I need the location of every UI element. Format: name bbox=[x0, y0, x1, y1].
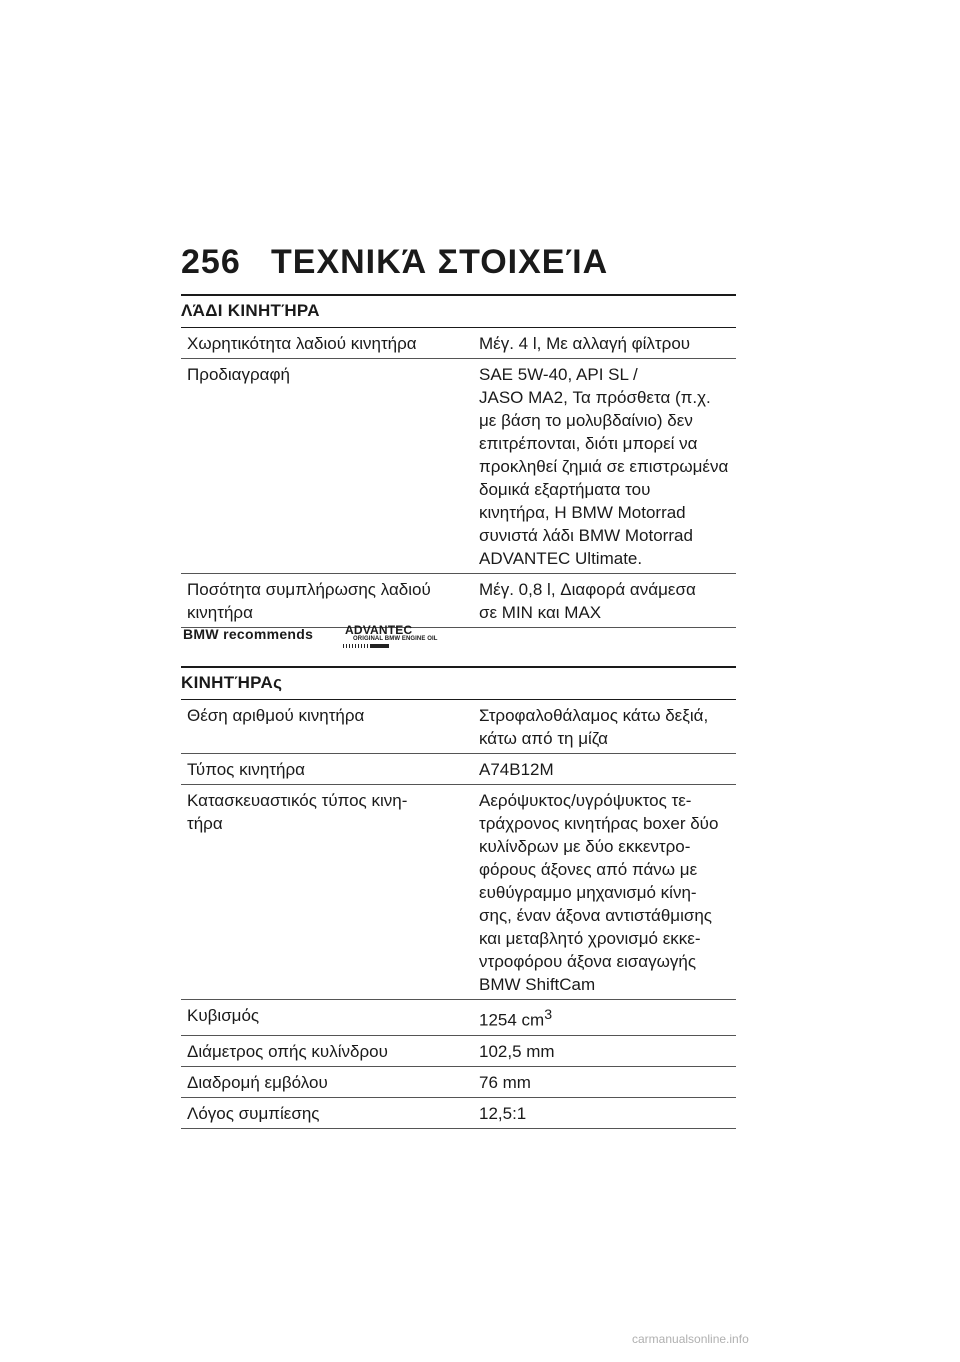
table-row bbox=[181, 359, 736, 574]
table-row bbox=[181, 1035, 736, 1066]
table-row bbox=[181, 1066, 736, 1097]
displacement-exponent: 3 bbox=[544, 1007, 553, 1023]
spec-label: Κατασκευαστικός τύπος κινη- τήρα bbox=[187, 791, 408, 833]
spec-value: 102,5 mm bbox=[479, 1041, 555, 1061]
spec-label: Ποσότητα συμπλήρωσης λαδιού κινητήρα bbox=[187, 580, 431, 622]
spec-label: Προδιαγραφή bbox=[187, 365, 290, 384]
table-row bbox=[181, 1097, 736, 1128]
spec-value bbox=[473, 1000, 736, 1036]
spec-value: A74B12M bbox=[479, 760, 554, 779]
spec-label: Διάμετρος οπής κυλίνδρου bbox=[187, 1041, 388, 1061]
spec-value: Αερόψυκτος/υγρόψυκτος τε- τράχρονος κινητήρας boxer δύο κυλίνδρων με δύο εκκεντρο- φόρους άξονες από πάνω με ευθύγραμμο μηχανισμό κίνη- σης, έναν άξονα αντιστάθμισης και μεταβλητό χρονισμό εκκε- ντροφόρου άξονα εισαγωγής BMW ShiftCam bbox=[479, 791, 719, 994]
logo-tagline: ORIGINAL BMW ENGINE OIL bbox=[353, 636, 438, 642]
logo-bar-icon bbox=[371, 644, 389, 648]
spec-value: Στροφαλοθάλαμος κάτω δεξιά, κάτω από τη μίζα bbox=[479, 706, 709, 748]
oil-section bbox=[181, 294, 736, 628]
chapter-title: ΤΕΧΝΙΚΆ ΣΤΟΙΧΕΊΑ bbox=[271, 243, 609, 281]
oil-section-title: ΛΆΔΙ ΚΙΝΗΤΉΡΑ bbox=[181, 294, 736, 328]
engine-spec-table bbox=[181, 700, 736, 1129]
table-row bbox=[181, 328, 736, 359]
table-row bbox=[181, 574, 736, 628]
table-row bbox=[181, 1000, 736, 1036]
table-row bbox=[181, 700, 736, 754]
displacement-value: 1254 cm bbox=[479, 1010, 545, 1030]
oil-spec-table bbox=[181, 328, 736, 628]
logo-name: ADVANTEC bbox=[345, 623, 413, 637]
bmw-recommends bbox=[181, 623, 736, 653]
spec-label: Κυβισμός bbox=[187, 1006, 260, 1025]
table-row bbox=[181, 754, 736, 785]
recommend-text: BMW recommends bbox=[183, 626, 314, 642]
spec-label: Διαδρομή εμβόλου bbox=[187, 1072, 328, 1092]
spec-label: Θέση αριθμού κινητήρα bbox=[187, 706, 365, 725]
spec-value: Μέγ. 4 l, Με αλλαγή φίλτρου bbox=[479, 334, 691, 353]
page-number: 256 bbox=[181, 243, 241, 281]
table-row bbox=[181, 785, 736, 1000]
spec-value: Μέγ. 0,8 l, Διαφορά ανάμεσα σε MIN και MAX bbox=[479, 580, 696, 622]
engine-section-title: ΚΙΝΗΤΉΡΑς bbox=[181, 666, 736, 700]
spec-label: Λόγος συμπίεσης bbox=[187, 1103, 320, 1123]
spec-label: Χωρητικότητα λαδιού κινητήρα bbox=[187, 334, 417, 353]
spec-value: 12,5:1 bbox=[479, 1103, 527, 1123]
watermark: carmanualsonline.info bbox=[632, 1332, 749, 1346]
spec-value: 76 mm bbox=[479, 1072, 531, 1092]
page-title bbox=[181, 243, 608, 282]
advantec-logo bbox=[341, 623, 441, 651]
engine-section bbox=[181, 666, 736, 1129]
spec-label: Τύπος κινητήρα bbox=[187, 760, 305, 779]
spec-value: SAE 5W-40, API SL / JASO MA2, Τα πρόσθετα (π.χ. με βάση το μολυβδαίνιο) δεν επιτρέπονται, διότι μπορεί να προκληθεί ζημιά σε επιστρωμένα δομικά εξαρτήματα του κινητήρα, Η BMW Motorrad συνιστά λάδι BMW Motorrad ADVANTEC Ultimate. bbox=[479, 365, 729, 568]
